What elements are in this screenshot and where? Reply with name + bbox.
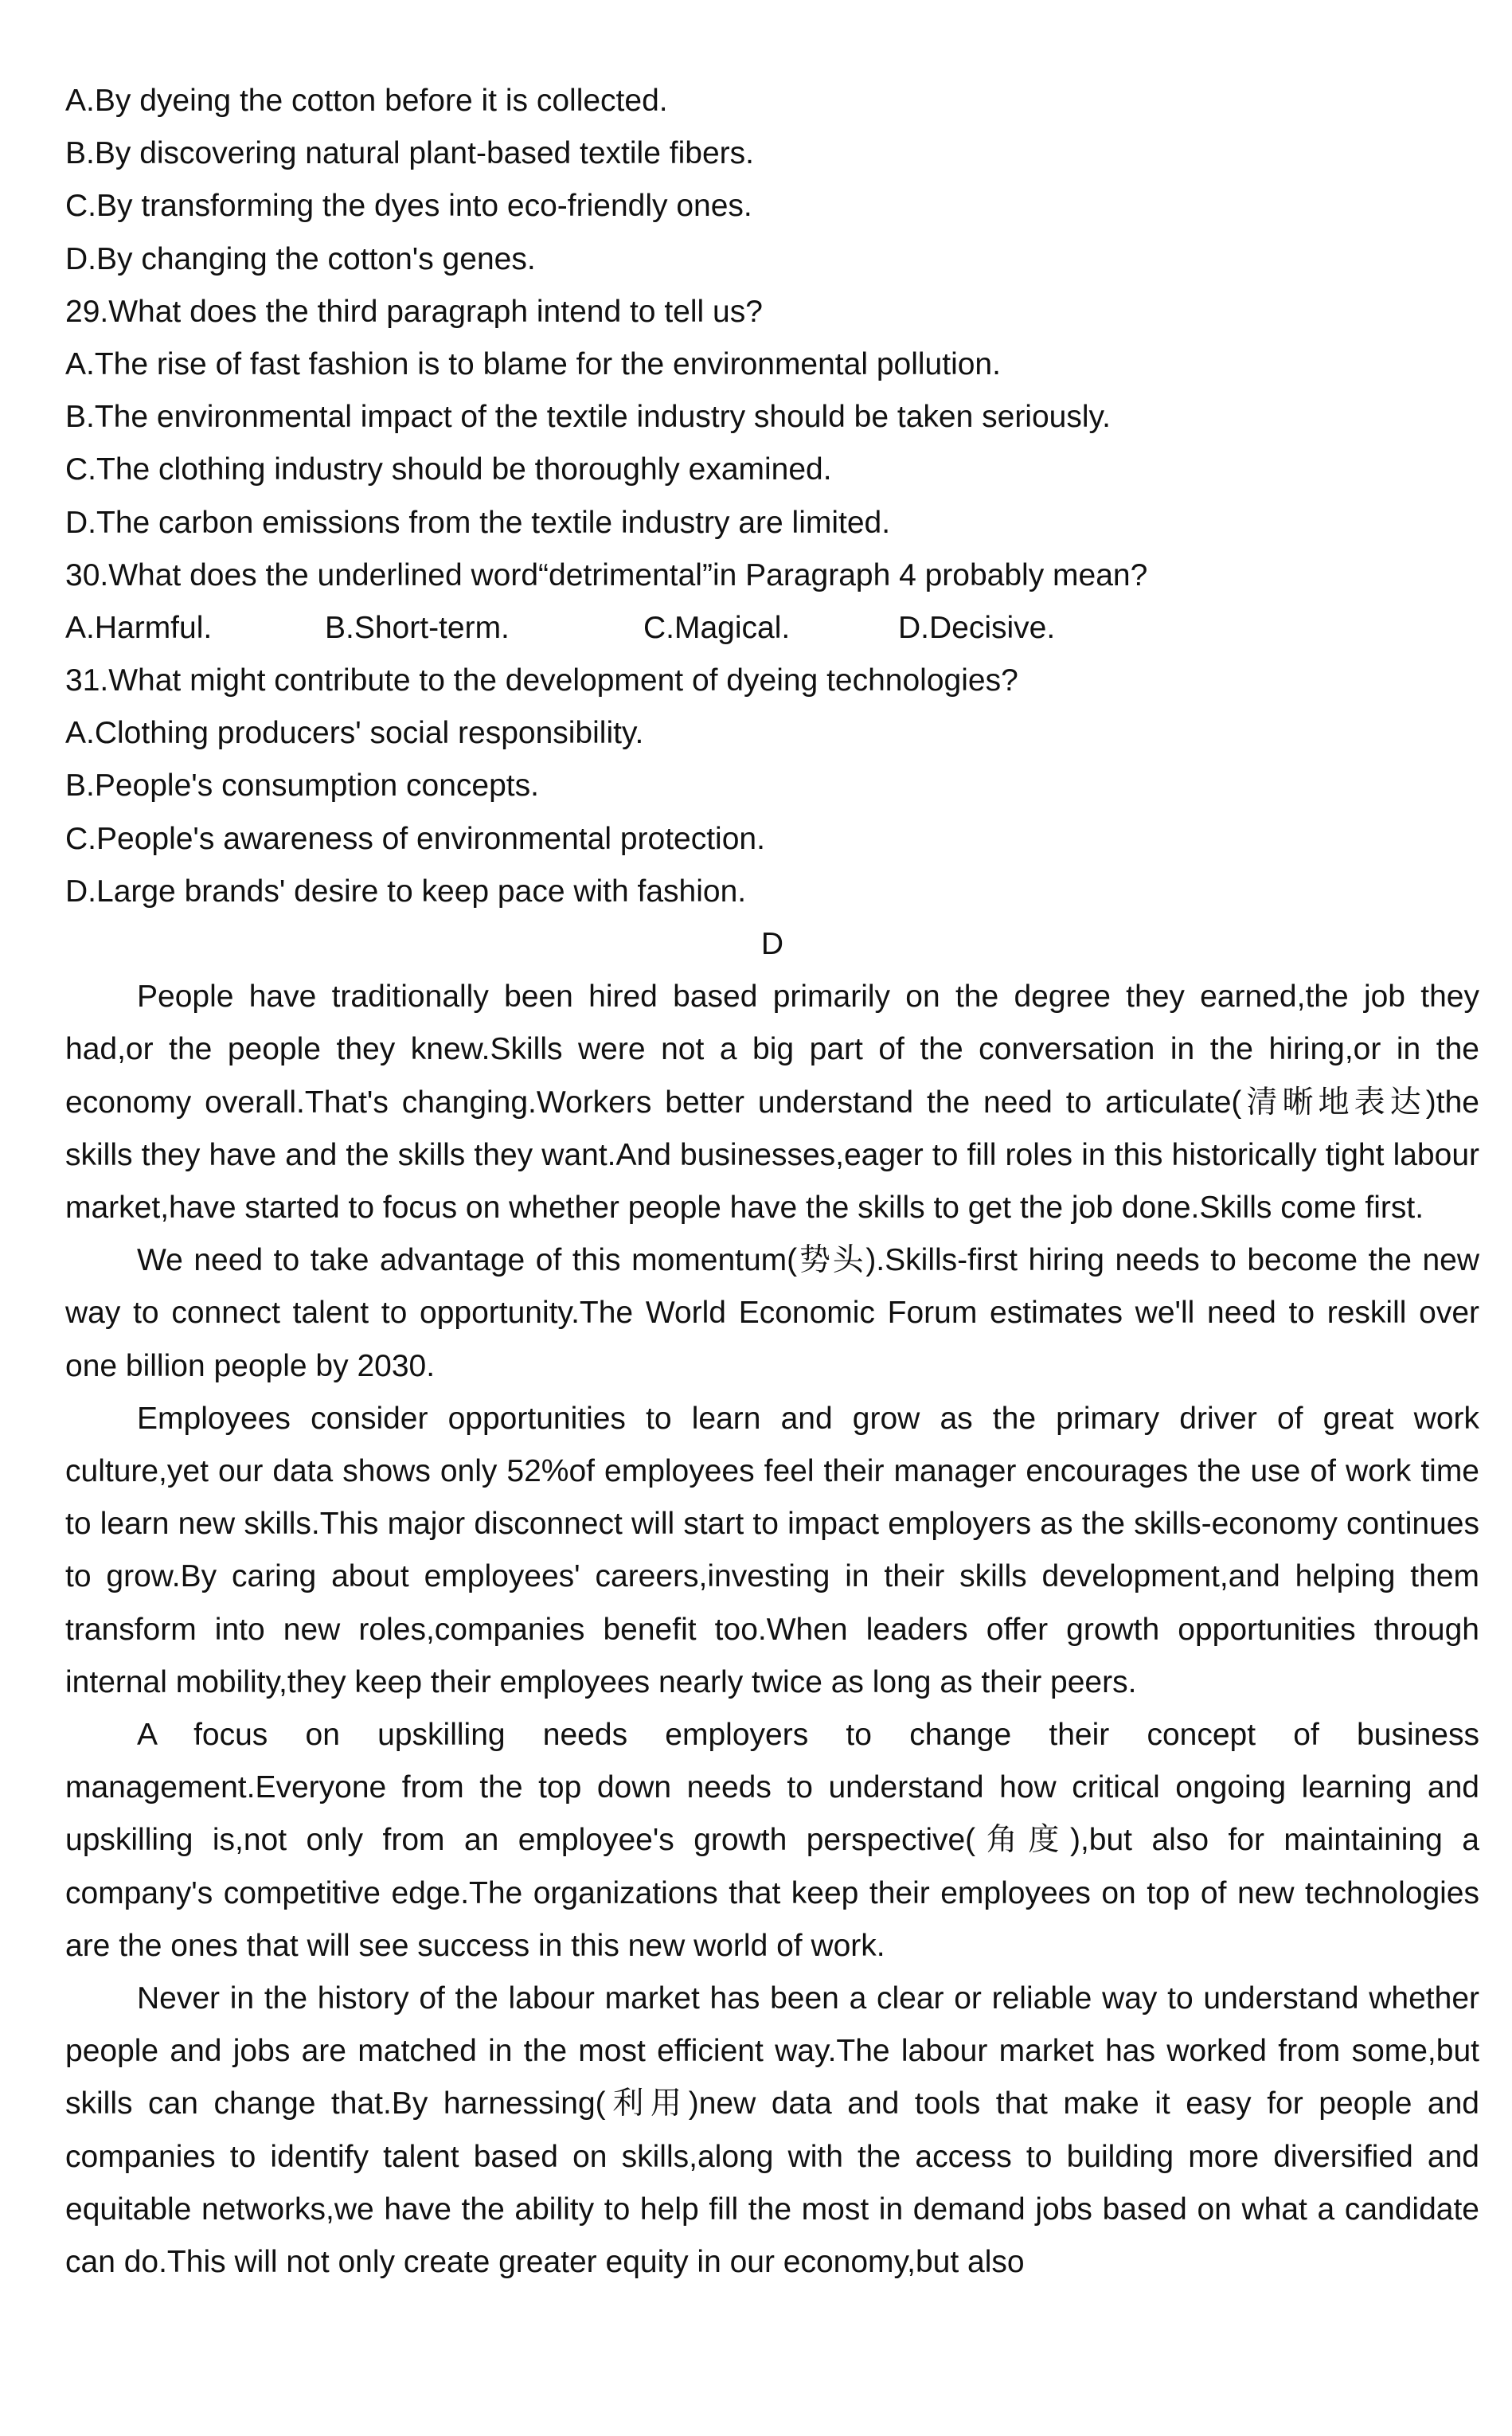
- q29-stem: 29.What does the third paragraph intend to tell us?: [65, 294, 763, 329]
- q31-option-b: B.People's consumption concepts.: [65, 768, 539, 804]
- q31-option-d: D.Large brands' desire to keep pace with fashion.: [65, 874, 747, 909]
- passage-paragraph-3: Employees consider opportunities to learn and grow as the primary driver of great work culture,yet our data shows only 52%of employees feel their manager encourages the use of work time to learn new skills.This major disconnect will start to impact employers as the skills-economy continues to grow.By caring about employees' careers,investing in their skills development,and helping them transform into new roles,companies benefit too.When leaders offer growth opportunities through internal mobility,they keep their employees nearly twice as long as their peers.: [65, 1401, 1479, 1699]
- q29-option-d: D.The carbon emissions from the textile industry are limited.: [65, 505, 891, 540]
- q28-option-c: C.By transforming the dyes into eco-friendly ones.: [65, 189, 752, 224]
- q29-option-a: A.The rise of fast fashion is to blame for the environmental pollution.: [65, 346, 1001, 381]
- passage-paragraph-5: Never in the history of the labour market has been a clear or reliable way to understand whether people and jobs are matched in the most efficient way.The labour market has worked from some,but skills can change that.By harnessing(利用)new data and tools that make it easy for people and companies to identify talent based on skills,along with the access to building more diversified and equitable networks,we have the ability to help fill the most in demand jobs based on what a candidate can do.This will not only create greater equity in our economy,but also: [65, 1981, 1479, 2280]
- q28-option-a: A.By dyeing the cotton before it is collected.: [65, 84, 668, 118]
- q30-option-d: D.Decisive.: [898, 610, 1056, 645]
- passage-paragraph-2: We need to take advantage of this momentum(势头).Skills-first hiring needs to become the new way to connect talent to opportunity.The World Economic Forum estimates we'll need to reskill over one billion people by 2030.: [65, 1243, 1479, 1383]
- section-d-heading: D: [760, 927, 784, 961]
- q31-stem: 31.What might contribute to the development of dyeing technologies?: [65, 663, 1018, 698]
- q29-option-c: C.The clothing industry should be thoroughly examined.: [65, 452, 832, 487]
- q29-option-b: B.The environmental impact of the textile industry should be taken seriously.: [65, 400, 1111, 435]
- q30-stem: 30.What does the underlined word“detrimental”in Paragraph 4 probably mean?: [65, 557, 1148, 592]
- exam-page: [65, 75, 1479, 2289]
- q31-option-a: A.Clothing producers' social responsibility.: [65, 716, 644, 751]
- q28-option-b: B.By discovering natural plant-based textile fibers.: [65, 136, 754, 171]
- passage-paragraph-4: A focus on upskilling needs employers to change their concept of business management.Everyone from the top down needs to understand how critical ongoing learning and upskilling is,not only from an employee's growth perspective(角度),but also for maintaining a company's competitive edge.The organizations that keep their employees on top of new technologies are the ones that will see success in this new world of work.: [65, 1718, 1479, 1963]
- q30-option-c: C.Magical.: [643, 610, 791, 645]
- q30-option-a: A.Harmful.: [65, 610, 213, 645]
- q28-option-d: D.By changing the cotton's genes.: [65, 241, 536, 276]
- q31-option-c: C.People's awareness of environmental protection.: [65, 821, 765, 856]
- q30-option-b: B.Short-term.: [325, 610, 510, 645]
- q30-options-row: [65, 602, 1479, 655]
- passage-paragraph-1: People have traditionally been hired based primarily on the degree they earned,the job they had,or the people they knew.Skills were not a big part of the conversation in the hiring,or in the economy overall.That's changing.Workers better understand the need to articulate(清晰地表达)the skills they have and the skills they want.And businesses,eager to fill roles in this historically tight labour market,have started to focus on whether people have the skills to get the job done.Skills come first.: [65, 979, 1479, 1225]
